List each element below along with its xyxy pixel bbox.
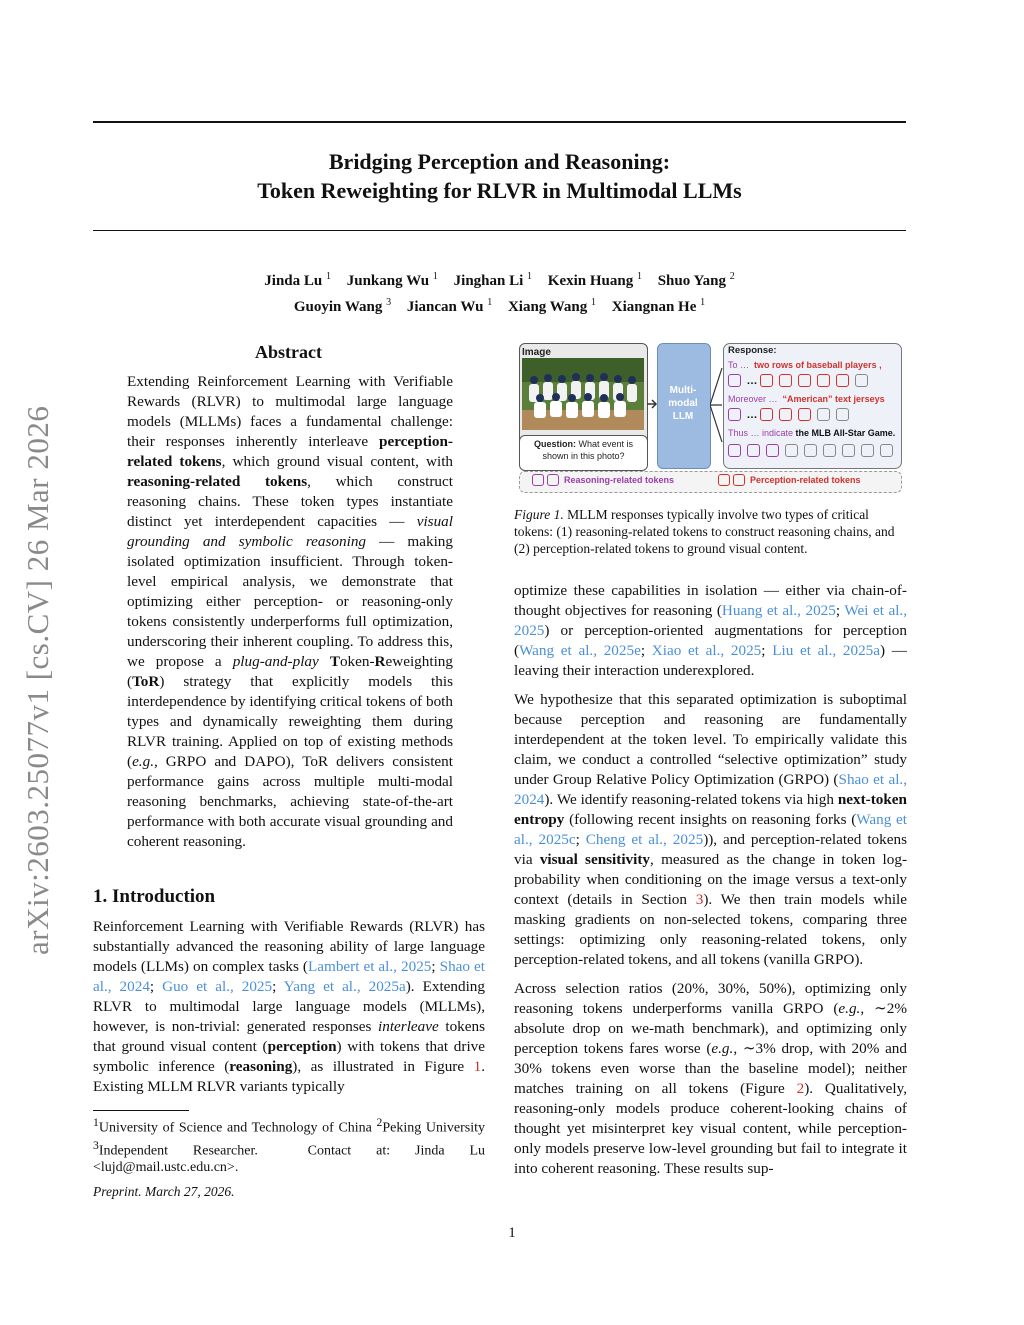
author: Xiangnan He $^1$: [611, 297, 706, 315]
author: Shuo Yang $^2$: [657, 271, 735, 289]
preprint-note: Preprint. March 27, 2026.: [93, 1184, 235, 1199]
token-row-1: [728, 372, 868, 390]
neutral-token: [855, 374, 868, 387]
footnote-rule: [93, 1110, 189, 1111]
author: Jinda Lu $^1$: [264, 271, 331, 289]
neutral-token: [861, 444, 874, 457]
author-list: [93, 266, 906, 318]
response-label: Response:: [728, 345, 777, 356]
legend-perception: Perception-related tokens: [718, 474, 861, 486]
reasoning-token: [747, 444, 760, 457]
response-row-2: Moreover … “American” text jerseys: [728, 394, 885, 404]
title-line-2: Token Reweighting for RLVR in Multimodal LLMs: [257, 178, 742, 203]
author: Guoyin Wang $^3$: [293, 297, 392, 315]
introduction-heading: 1. Introduction: [93, 886, 216, 907]
perception-token: [836, 374, 849, 387]
neutral-token: [842, 444, 855, 457]
page-number: 1: [508, 1225, 516, 1241]
author: Xiang Wang $^1$: [507, 297, 597, 315]
introduction-text: Reinforcement Learning with Verifiable Rewards (RLVR) has substantially advanced the reasoning ability of large language models (LLMs) on complex tasks (Lambert et al., 2025; Shao et al., 2024; Guo et al., 2025; Yang et al., 2025a). Extending RLVR to multimodal large language models (MLLMs), however, is non-trivial: generated responses interleave tokens that ground visual content (perception) with tokens that drive symbolic inference (reasoning), as illustrated in Figure 1. Existing MLLM RLVR variants typically: [93, 918, 486, 1095]
arrow-fan-icon: [710, 360, 724, 450]
abstract-heading: Abstract: [255, 342, 322, 362]
perception-token: [779, 408, 792, 421]
mllm-label: Multi- modal LLM: [668, 385, 698, 422]
neutral-token: [785, 444, 798, 457]
author-row-1: [93, 266, 906, 292]
figure-caption: Figure 1. MLLM responses typically involve two types of critical tokens: (1) reasoning-related tokens to construct reasoning chains, and (2) perception-related tokens to ground visual content.: [514, 507, 895, 556]
footnote: $^1$University of Science and Technology of China $^2$Peking University $^3$Independent Researcher. Contact at: Jinda Lu <lujd@mail.ustc.edu.cn>.: [93, 1116, 486, 1176]
selection-ratio-paragraph: Across selection ratios (20%, 30%, 50%), optimizing only reasoning tokens underperforms vanilla GRPO (e.g., ∼2% absolute drop on we-math benchmark), and optimizing only perception tokens fares worse (e.g., ∼3% drop, with 20% and 30% tokens even worse than the baseline model); neither matches training on all tokens (Figure 2). Qualitatively, reasoning-only models produce coherent-looking chains of thought yet misinterpret key visual content, while perception-only models preserve low-level grounding but fail to integrate it into coherent reasoning. These results sup-: [514, 980, 907, 1177]
author: Jinghan Li $^1$: [453, 271, 533, 289]
reasoning-token-swatch: [547, 474, 559, 486]
author: Jiancan Wu $^1$: [406, 297, 493, 315]
author: Kexin Huang $^1$: [547, 271, 642, 289]
reasoning-token: [728, 444, 741, 457]
arxiv-identifier: arXiv:2603.25077v1 [cs.CV] 26 Mar 2026: [20, 405, 55, 955]
perception-token: [798, 408, 811, 421]
title-line-1: Bridging Perception and Reasoning:: [328, 149, 671, 174]
intro-text-continued: optimize these capabilities in isolation — either via chain-of-thought objectives for reasoning (Huang et al., 2025; Wei et al., 2025) or perception-oriented augmentations for perception (Wang et al., 2025e; Xiao et al., 2025; Liu et al., 2025a) — leaving their interaction underexplored. We hypothesize that this separated optimization is suboptimal because perception and reasoning are fundamentally interdependent at the token level. To empirically validate this claim, we conduct a controlled “selective optimization” study under Group Relative Policy Optimization (GRPO) (Shao et al., 2024). We identify reasoning-related tokens via high next-token entropy (following recent insights on reasoning forks (Wang et al., 2025c; Cheng et al., 2025)), and perception-related tokens via visual sensitivity, measured as the change in token log-probability when conditioning on the image versus a text-only context (details in Section 3). We then train models while masking gradients on non-selected tokens, comparing three settings: optimizing only reasoning-related tokens, only perception-related tokens, and all tokens (vanilla GRPO). Across selection ratios (20%, 30%, 50%), optimizing only reasoning tokens underperforms vanilla GRPO (e.g., ∼2% absolute drop on we-math benchmark), and optimizing only perception tokens fares worse (e.g., ∼3% drop, with 20% and 30% tokens even worse than the baseline model); neither matches training on all tokens (Figure 2). Qualitatively, reasoning-only models produce coherent-looking chains of thought yet misinterpret key visual content, while perception-only models preserve low-level grounding but fail to integrate it into coherent reasoning. These results sup-: [514, 582, 908, 1177]
legend-reasoning: Reasoning-related tokens: [532, 474, 674, 486]
perception-token: [760, 408, 773, 421]
reasoning-token-swatch: [532, 474, 544, 486]
reasoning-token: [766, 444, 779, 457]
neutral-token: [823, 444, 836, 457]
perception-token: [779, 374, 792, 387]
perception-token-swatch: [718, 474, 730, 486]
token-row-3: [728, 442, 893, 460]
neutral-token: [836, 408, 849, 421]
neutral-token: [817, 408, 830, 421]
response-row-3: Thus … indicate the MLB All-Star Game.: [728, 428, 896, 438]
perception-token: [817, 374, 830, 387]
token-ellipsis: …: [746, 408, 758, 421]
neutral-token: [880, 444, 893, 457]
neutral-token: [804, 444, 817, 457]
perception-token-swatch: [733, 474, 745, 486]
response-row-1: To … two rows of baseball players ,: [728, 360, 882, 370]
token-row-2: [728, 406, 849, 424]
abstract-text: Extending Reinforcement Learning with Verifiable Rewards (RLVR) to multimodal large language models (MLLMs) faces a fundamental challenge: their responses inherently interleave perception-related tokens, which ground visual content, with reasoning-related tokens, which construct reasoning chains. These token types instantiate distinct yet interdependent capacities — visual grounding and symbolic reasoning — making isolated optimization insufficient. Through token-level empirical analysis, we demonstrate that optimizing either perception- or reasoning-only tokens consistently underperforms full optimization, underscoring their inherent coupling. To address this, we propose a plug-and-play Token-Reweighting (ToR) strategy that explicitly models this interdependence by identifying critical tokens of both types and dynamically reweighting them during RLVR training. Applied on top of existing methods (e.g., GRPO and DAPO), ToR delivers consistent performance gains across multiple multi-modal reasoning benchmarks, achieving state-of-the-art performance with both accurate visual grounding and coherent reasoning.: [127, 373, 454, 850]
top-rule: [93, 121, 906, 123]
author-row-2: [93, 292, 906, 318]
reasoning-token: [728, 408, 741, 421]
baseball-photo: [522, 358, 644, 430]
token-ellipsis: …: [746, 374, 758, 387]
image-label: Image: [522, 347, 551, 358]
perception-token: [798, 374, 811, 387]
perception-token: [760, 374, 773, 387]
question-box: Question: What event is shown in this photo?: [519, 435, 648, 471]
hypothesis-paragraph: We hypothesize that this separated optimization is suboptimal because perception and reasoning are fundamentally interdependent at the token level. To empirically validate this claim, we conduct a controlled “selective optimization” study under Group Relative Policy Optimization (GRPO) (Shao et al., 2024). We identify reasoning-related tokens via high next-token entropy (following recent insights on reasoning forks (Wang et al., 2025c; Cheng et al., 2025)), and perception-related tokens via visual sensitivity, measured as the change in token log-probability when conditioning on the image versus a text-only context (details in Section 3). We then train models while masking gradients on non-selected tokens, comparing three settings: optimizing only reasoning-related tokens, only perception-related tokens, and all tokens (vanilla GRPO).: [514, 691, 908, 968]
title-bottom-rule: [93, 230, 906, 231]
figure-1: [514, 340, 907, 498]
author: Junkang Wu $^1$: [346, 271, 438, 289]
paper-title: [93, 147, 906, 205]
reasoning-token: [728, 374, 741, 387]
